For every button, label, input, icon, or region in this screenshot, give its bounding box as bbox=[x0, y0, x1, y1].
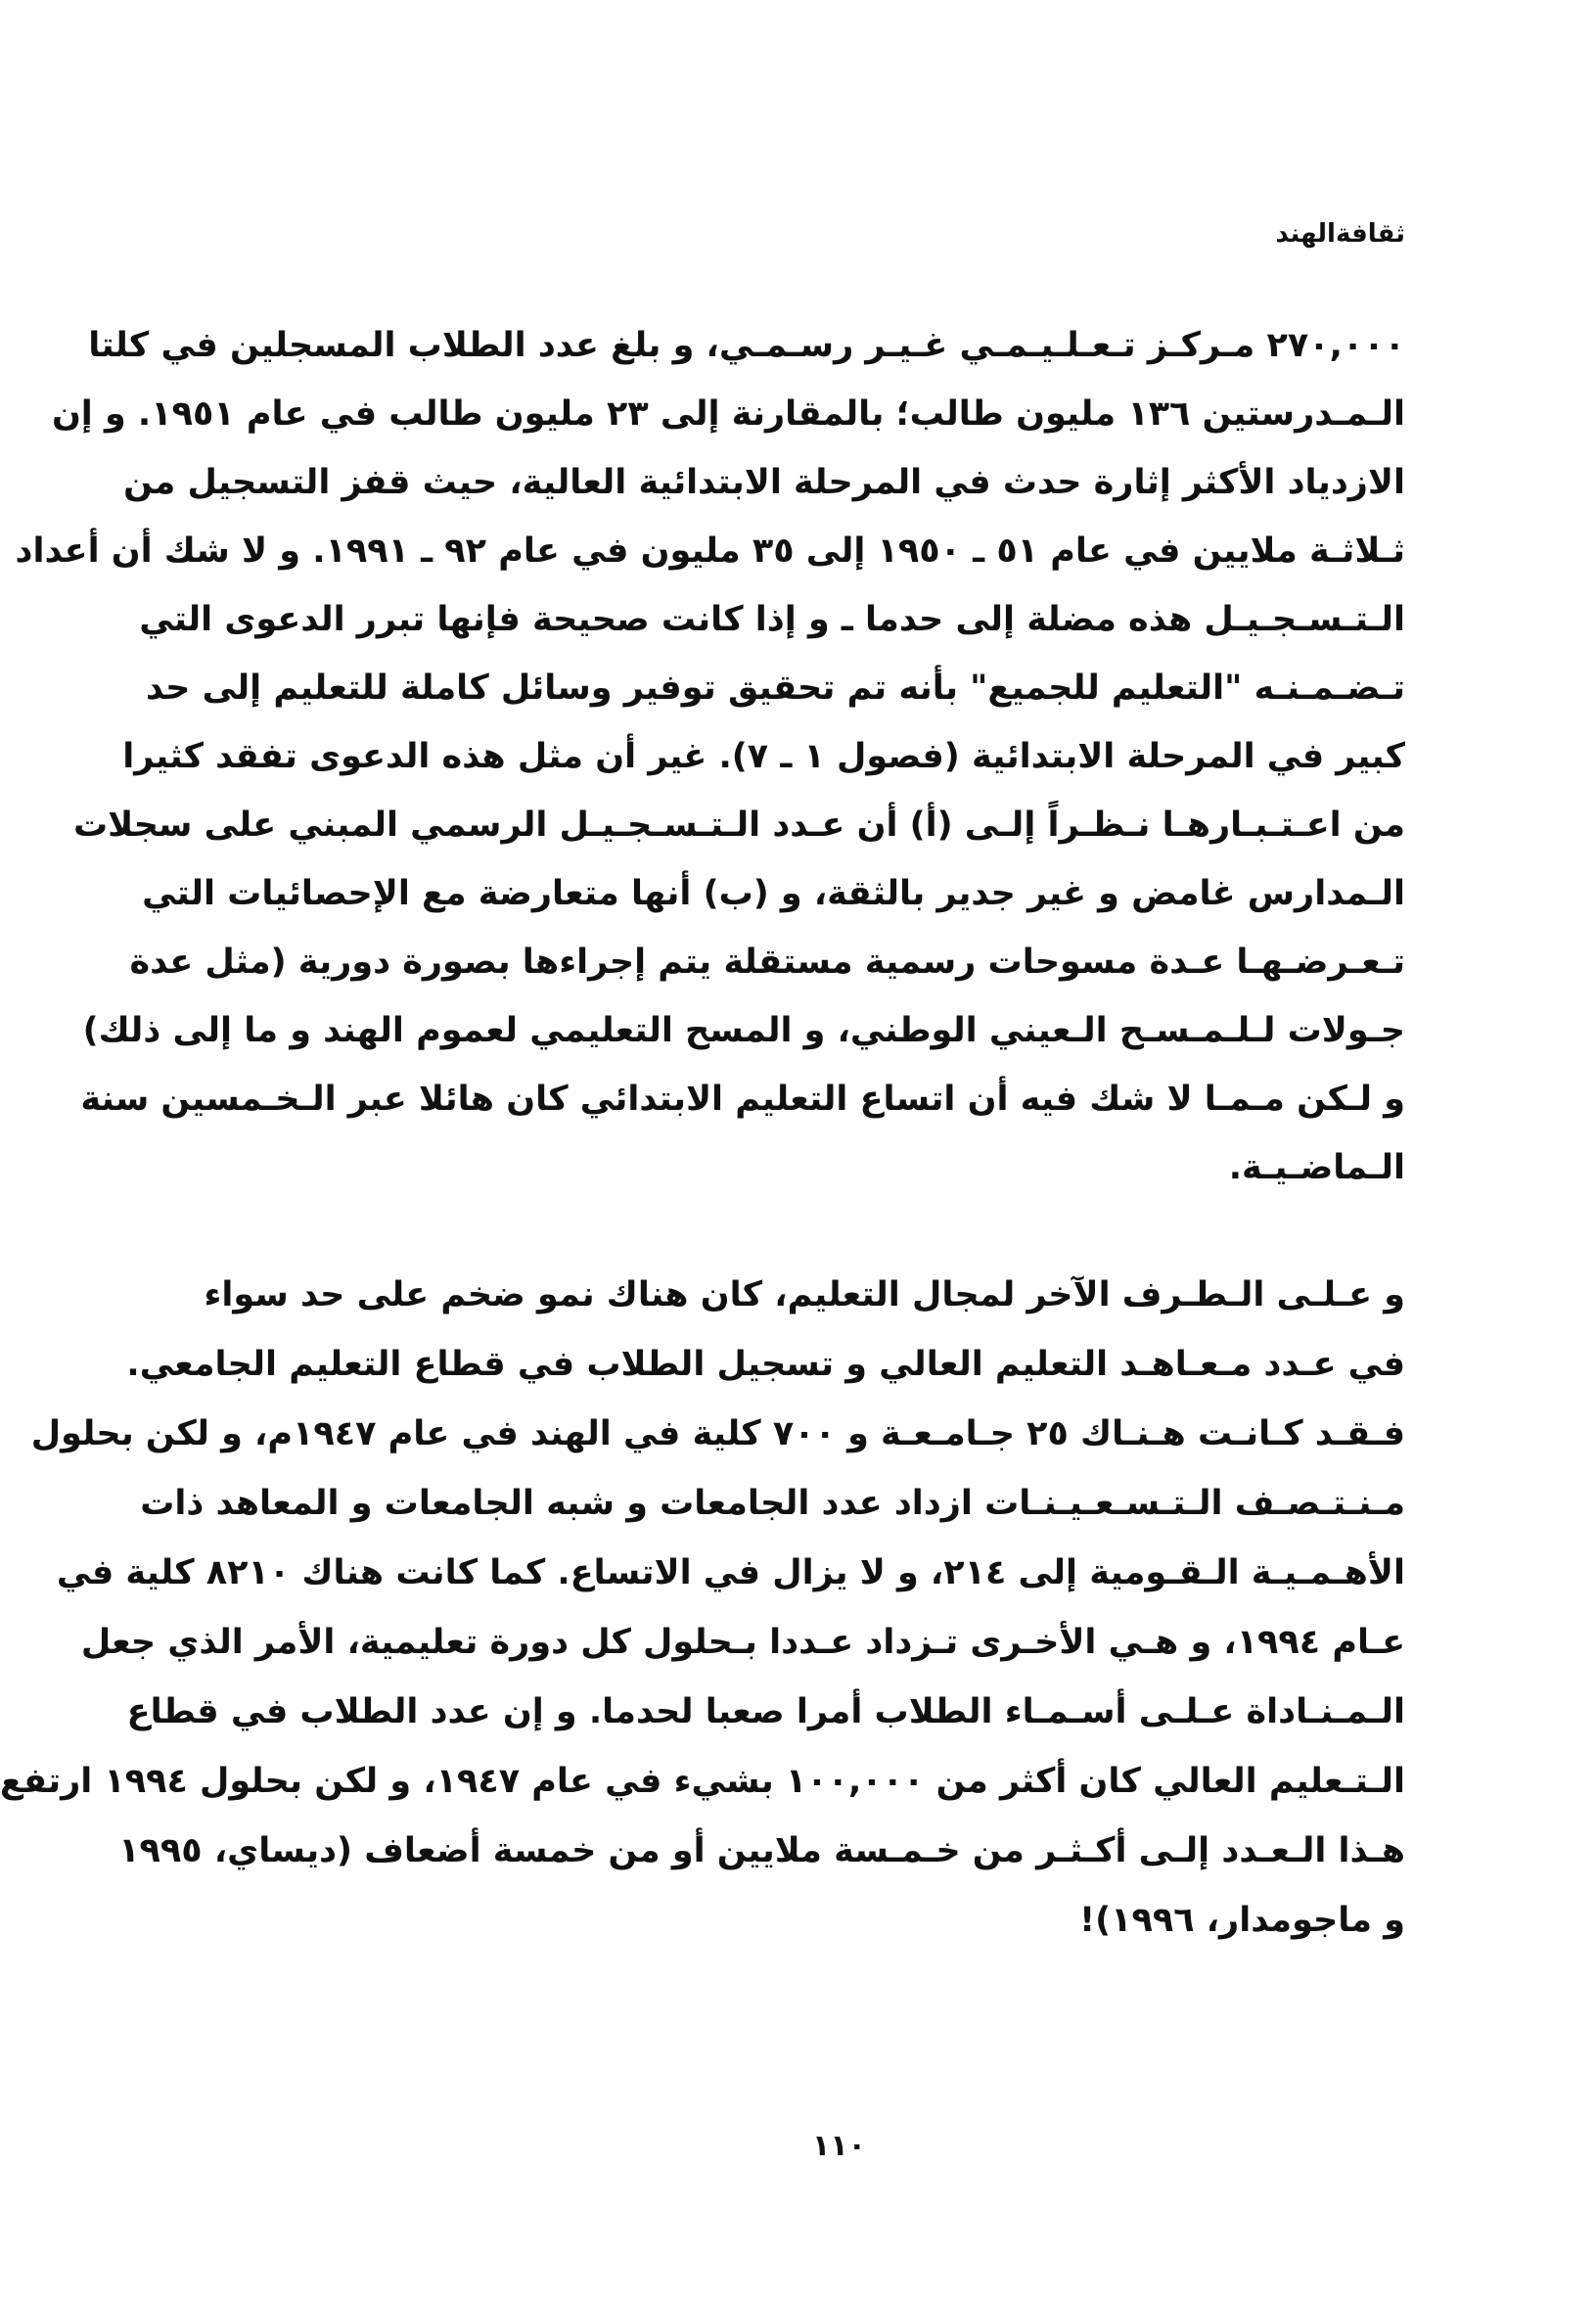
text-line: الـماضـيـة. bbox=[1228, 1148, 1405, 1187]
text-line: تـضـمـنـه "التعليم للجميع" بأنه تم تحقيق توفير وسائل كاملة للتعليم إلى حد bbox=[145, 668, 1405, 708]
running-header: ثقافةالهند bbox=[1275, 219, 1405, 249]
text-line: الازدياد الأكثر إثارة حدث في المرحلة الابتدائية العالية، حيث قفز التسجيل من bbox=[123, 463, 1405, 502]
paragraph-primary-education bbox=[15, 311, 1405, 1202]
text-line: مـنـتـصـف الـتـسـعـيـنـات ازداد عدد الجامعات و شبه الجامعات و المعاهد ذات bbox=[140, 1484, 1405, 1523]
text-line: كبير في المرحلة الابتدائية (فصول ١ ـ ٧). غير أن مثل هذه الدعوى تفقد كثيرا bbox=[122, 737, 1405, 776]
text-line: ثـلاثـة ملايين في عام ٥١ ـ ١٩٥٠ إلى ٣٥ مليون في عام ٩٢ ـ ١٩٩١. و لا شك أن أعداد bbox=[15, 531, 1405, 571]
text-line: الـتـعليم العالي كان أكثر من ١٠٠,٠٠٠ بشيء في عام ١٩٤٧، و لكن بحلول ١٩٩٤ ارتفع bbox=[0, 1762, 1405, 1801]
text-line: من اعـتـبـارهـا نـظـراً إلـى (أ) أن عـدد الـتـسـجـيـل الرسمي المبني على سجلات bbox=[73, 806, 1405, 845]
text-line: فـقـد كـانـت هـنـاك ٢٥ جـامـعـة و ٧٠٠ كلية في الهند في عام ١٩٤٧م، و لكن بحلول bbox=[30, 1414, 1405, 1453]
text-line: جـولات لـلـمـسـح الـعيني الوطني، و المسح التعليمي لعموم الهند و ما إلى ذلك) bbox=[82, 1011, 1405, 1050]
text-line: الـمدارس غامض و غير جدير بالثقة، و (ب) أنها متعارضة مع الإحصائيات التي bbox=[142, 874, 1405, 913]
text-line: الـمـدرستين ١٣٦ مليون طالب؛ بالمقارنة إلى ٢٣ مليون طالب في عام ١٩٥١. و إن bbox=[51, 394, 1405, 434]
text-line: ٢٧٠,٠٠٠ مـركـز تـعـلـيـمـي غـيـر رسـمـي، و بلغ عدد الطلاب المسجلين في كلتا bbox=[88, 326, 1405, 365]
text-line: عـام ١٩٩٤، و هـي الأخـرى تـزداد عـددا بـحلول كل دورة تعليمية، الأمر الذي جعل bbox=[80, 1623, 1405, 1662]
text-line: و لـكن مـمـا لا شك فيه أن اتساع التعليم الابتدائي كان هائلا عبر الـخـمسين سنة bbox=[80, 1080, 1405, 1119]
text-line: و عـلـى الـطـرف الآخر لمجال التعليم، كان هناك نمو ضخم على حد سواء bbox=[204, 1275, 1405, 1314]
text-line: تـعـرضـهـا عـدة مسوحات رسمية مستقلة يتم إجراءها بصورة دورية (مثل عدة bbox=[129, 943, 1405, 982]
text-line: و ماجومدار، ١٩٩٦)! bbox=[1079, 1901, 1405, 1940]
text-line: الـتـسـجـيـل هذه مضلة إلى حدما ـ و إذا كانت صحيحة فإنها تبرر الدعوى التي bbox=[139, 600, 1405, 639]
text-line: الـمـنـاداة عـلـى أسـمـاء الطلاب أمرا صعبا لحدما. و إن عدد الطلاب في قطاع bbox=[126, 1692, 1405, 1731]
text-line: الأهـمـيـة الـقـومية إلى ٢١٤، و لا يزال في الاتساع. كما كانت هناك ٨٢١٠ كلية في bbox=[56, 1553, 1405, 1592]
text-line: في عـدد مـعـاهـد التعليم العالي و تسجيل الطلاب في قطاع التعليم الجامعي. bbox=[126, 1345, 1405, 1384]
text-line: هـذا الـعـدد إلـى أكـثـر من خـمـسة ملايين أو من خمسة أضعاف (ديساي، ١٩٩٥ bbox=[118, 1831, 1405, 1870]
paragraph-higher-education bbox=[0, 1261, 1405, 1956]
page-number: ١١٠ bbox=[812, 2129, 866, 2163]
